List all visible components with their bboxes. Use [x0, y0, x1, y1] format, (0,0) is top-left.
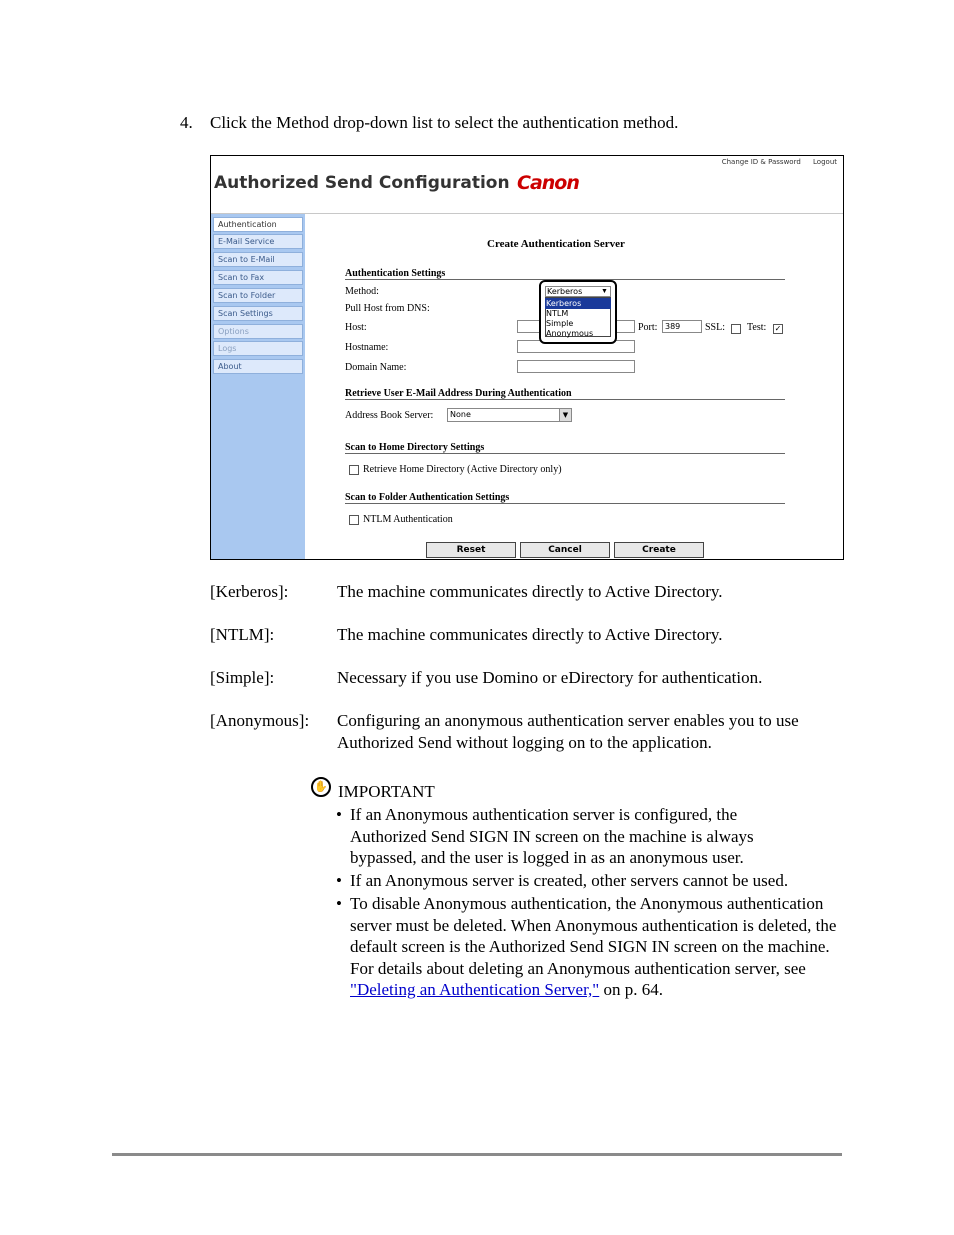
step-number: 4. [180, 113, 193, 132]
port-label: Port: [638, 322, 658, 333]
header-links [712, 158, 837, 166]
nav-scan-to-email[interactable]: Scan to E-Mail [213, 252, 303, 267]
host-label: Host: [345, 322, 367, 333]
dropdown-arrow-icon: ▼ [559, 409, 571, 421]
section-retrieve-email: Retrieve User E-Mail Address During Authentication [345, 388, 785, 400]
important-bullet [336, 804, 841, 869]
nav-scan-to-fax[interactable]: Scan to Fax [213, 270, 303, 285]
ntlm-checkbox[interactable] [349, 515, 359, 525]
test-label: Test: [747, 322, 767, 333]
bullet-text: If an Anonymous authentication server is configured, the Authorized Send SIGN IN screen on the machine is always bypassed, and the user is logged in as an anonymous user. [350, 805, 754, 867]
ssl-checkbox[interactable] [731, 324, 741, 334]
section-auth-settings: Authentication Settings [345, 268, 785, 280]
ntlm-label: NTLM Authentication [363, 514, 453, 525]
cancel-button[interactable]: Cancel [520, 542, 610, 558]
definition-desc: The machine communicates directly to Active Directory. [337, 625, 723, 644]
app-header [211, 156, 843, 214]
nav-scan-settings[interactable]: Scan Settings [213, 306, 303, 321]
domain-label: Domain Name: [345, 362, 407, 373]
main-form [307, 214, 843, 559]
home-directory-label: Retrieve Home Directory (Active Directory only) [363, 464, 562, 475]
home-directory-checkbox[interactable] [349, 465, 359, 475]
method-dropdown[interactable] [539, 280, 617, 344]
dropdown-arrow-icon: ▼ [601, 287, 608, 295]
important-bullet [336, 893, 841, 1001]
hostname-label: Hostname: [345, 342, 389, 353]
bullet-text-main: To disable Anonymous authentication, the Anonymous authentication server must be deleted. When Anonymous authentication is deleted, the default screen is the Authorized Send SIGN IN screen on the machine. For details about deleting an Anonymous authentication server, see [350, 894, 837, 978]
method-option-anonymous[interactable]: Anonymous [546, 329, 594, 338]
reset-button[interactable]: Reset [426, 542, 516, 558]
form-title: Create Authentication Server [487, 238, 625, 250]
ssl-label: SSL: [705, 322, 726, 333]
step-text: Click the Method drop-down list to select the authentication method. [210, 113, 679, 132]
nav-authentication[interactable]: Authentication [213, 217, 303, 232]
bullet-icon: • [336, 805, 342, 824]
method-option-simple[interactable]: Simple [546, 319, 574, 328]
deleting-server-link[interactable]: "Deleting an Authentication Server," [350, 980, 600, 999]
bullet-text-end: on p. 64. [599, 980, 663, 999]
definition-desc: The machine communicates directly to Active Directory. [337, 582, 723, 601]
important-bullet [336, 870, 841, 892]
create-button[interactable]: Create [614, 542, 704, 558]
change-id-password-link[interactable]: Change ID & Password [721, 158, 801, 166]
address-book-value: None [450, 410, 471, 419]
section-folder-auth: Scan to Folder Authentication Settings [345, 492, 785, 504]
logout-link[interactable]: Logout [813, 158, 837, 166]
definition-term: [Anonymous]: [210, 711, 310, 730]
definition-desc: Configuring an anonymous authentication server enables you to use Authorized Send without logging on to the application. [337, 711, 799, 752]
definition-term: [NTLM]: [210, 625, 275, 644]
nav-options[interactable]: Options [213, 324, 303, 339]
footer-rule [112, 1153, 842, 1156]
domain-input[interactable] [517, 360, 635, 373]
test-checkbox[interactable]: ✓ [774, 324, 782, 333]
nav-about[interactable]: About [213, 359, 303, 374]
method-option-kerberos[interactable]: Kerberos [545, 298, 611, 309]
nav-scan-to-folder[interactable]: Scan to Folder [213, 288, 303, 303]
pull-host-label: Pull Host from DNS: [345, 303, 430, 314]
bullet-text: If an Anonymous server is created, other servers cannot be used. [350, 871, 789, 890]
app-title: Authorized Send Configuration [214, 173, 510, 193]
important-hand-icon: ✋ [311, 777, 331, 797]
sidebar [211, 214, 305, 559]
step-instruction [180, 113, 678, 133]
address-book-select[interactable] [447, 408, 572, 422]
bullet-icon: • [336, 871, 342, 890]
canon-logo: Canon [517, 172, 579, 194]
bullet-text [350, 893, 840, 1001]
definition-term: [Kerberos]: [210, 582, 289, 601]
bullet-icon: • [336, 894, 342, 913]
definition-term: [Simple]: [210, 668, 275, 687]
method-option-ntlm[interactable]: NTLM [546, 309, 569, 318]
embedded-screenshot [210, 155, 844, 560]
important-heading: IMPORTANT [338, 782, 435, 801]
nav-email-service[interactable]: E-Mail Service [213, 234, 303, 249]
address-book-label: Address Book Server: [345, 410, 434, 421]
method-label: Method: [345, 286, 379, 297]
port-input[interactable]: 389 [662, 320, 702, 333]
nav-logs[interactable]: Logs [213, 341, 303, 356]
definition-desc: Necessary if you use Domino or eDirectory for authentication. [337, 668, 763, 687]
method-current-value[interactable]: Kerberos [545, 286, 611, 297]
section-home-directory: Scan to Home Directory Settings [345, 442, 785, 454]
